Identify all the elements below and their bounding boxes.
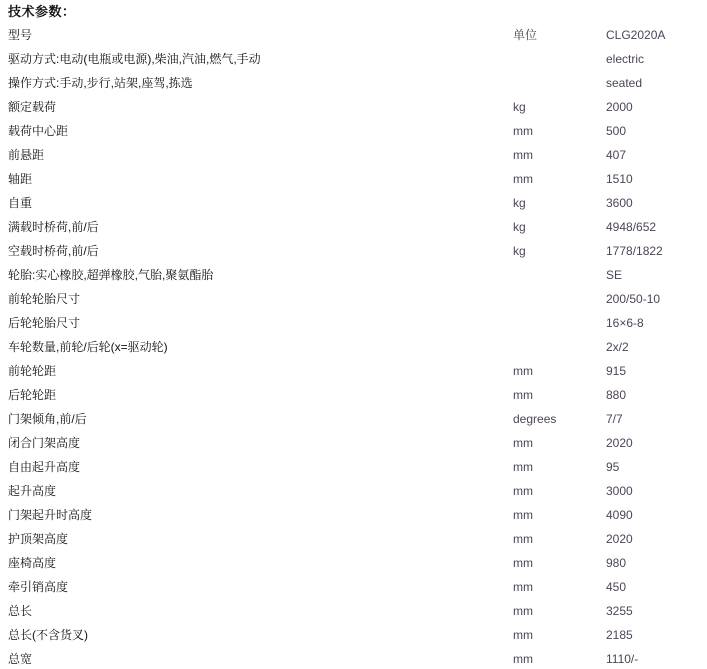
- param-value: 95: [606, 460, 620, 474]
- param-label: 轴距: [8, 172, 33, 186]
- param-value: seated: [606, 76, 643, 90]
- table-row: [0, 359, 707, 383]
- param-value: 450: [606, 580, 627, 594]
- table-row: [0, 287, 707, 311]
- table-row: [0, 191, 707, 215]
- param-value: 1110/-: [606, 652, 639, 666]
- param-value: 2x/2: [606, 340, 629, 354]
- param-unit: mm: [513, 652, 533, 666]
- param-label: 起升高度: [8, 484, 57, 498]
- param-value: CLG2020A: [606, 28, 666, 42]
- param-label: 空载时桥荷,前/后: [8, 244, 99, 258]
- param-label: 前轮轮距: [8, 364, 57, 378]
- param-label: 护顶架高度: [8, 532, 69, 546]
- param-label: 门架倾角,前/后: [8, 412, 87, 426]
- param-value: 7/7: [606, 412, 623, 426]
- param-label: 自重: [8, 196, 33, 210]
- param-label: 总宽: [8, 652, 33, 666]
- page-title: 技术参数：: [8, 4, 76, 19]
- param-label: 载荷中心距: [8, 124, 69, 138]
- param-unit: mm: [513, 388, 533, 402]
- param-value: 500: [606, 124, 627, 138]
- param-unit: mm: [513, 436, 533, 450]
- table-row: [0, 263, 707, 287]
- spec-table-body: [0, 23, 707, 669]
- param-unit: mm: [513, 532, 533, 546]
- param-label: 座椅高度: [8, 556, 57, 570]
- param-unit: kg: [513, 100, 526, 114]
- param-unit: mm: [513, 580, 533, 594]
- param-label: 前悬距: [8, 148, 45, 162]
- param-unit: 单位: [513, 28, 538, 42]
- table-row: [0, 551, 707, 575]
- param-value: 880: [606, 388, 627, 402]
- param-unit: mm: [513, 172, 533, 186]
- param-label: 轮胎:实心橡胶,超弹橡胶,气胎,聚氨酯胎: [8, 268, 214, 282]
- param-label: 满载时桥荷,前/后: [8, 220, 99, 234]
- param-value: 200/50-10: [606, 292, 661, 306]
- param-value: 1510: [606, 172, 633, 186]
- param-value: 2020: [606, 532, 633, 546]
- table-row: [0, 503, 707, 527]
- table-row: [0, 575, 707, 599]
- param-unit: kg: [513, 244, 526, 258]
- table-row: [0, 479, 707, 503]
- param-value: 2020: [606, 436, 633, 450]
- table-row: [0, 527, 707, 551]
- table-row: [0, 215, 707, 239]
- param-value: 3600: [606, 196, 633, 210]
- param-value: 4090: [606, 508, 633, 522]
- param-label: 后轮轮距: [8, 388, 57, 402]
- table-row: [0, 455, 707, 479]
- table-row: [0, 143, 707, 167]
- table-row: [0, 431, 707, 455]
- param-value: 3000: [606, 484, 633, 498]
- table-row: [0, 239, 707, 263]
- table-row: [0, 47, 707, 71]
- param-label: 型号: [8, 28, 33, 42]
- param-unit: mm: [513, 508, 533, 522]
- param-label: 额定载荷: [8, 100, 57, 114]
- param-unit: mm: [513, 460, 533, 474]
- param-unit: mm: [513, 124, 533, 138]
- param-label: 总长: [8, 604, 33, 618]
- param-unit: mm: [513, 148, 533, 162]
- table-row: [0, 95, 707, 119]
- param-label: 后轮轮胎尺寸: [8, 316, 81, 330]
- table-row: [0, 311, 707, 335]
- param-label: 自由起升高度: [8, 460, 81, 474]
- param-label: 操作方式:手动,步行,站架,座驾,拣选: [8, 76, 193, 90]
- param-value: 3255: [606, 604, 633, 618]
- param-unit: mm: [513, 556, 533, 570]
- table-row: [0, 647, 707, 669]
- table-row: [0, 623, 707, 647]
- param-value: 915: [606, 364, 627, 378]
- param-unit: mm: [513, 628, 533, 642]
- table-row: [0, 71, 707, 95]
- table-row: [0, 407, 707, 431]
- param-unit: mm: [513, 604, 533, 618]
- param-value: 407: [606, 148, 627, 162]
- param-label: 闭合门架高度: [8, 436, 81, 450]
- table-row: [0, 599, 707, 623]
- table-row: [0, 23, 707, 47]
- param-value: 4948/652: [606, 220, 657, 234]
- param-unit: kg: [513, 196, 526, 210]
- param-value: 1778/1822: [606, 244, 663, 258]
- table-row: [0, 119, 707, 143]
- param-value: SE: [606, 268, 623, 282]
- table-row: [0, 167, 707, 191]
- param-unit: kg: [513, 220, 526, 234]
- param-label: 驱动方式:电动(电瓶或电源),柴油,汽油,燃气,手动: [8, 52, 261, 66]
- param-unit: mm: [513, 364, 533, 378]
- table-row: [0, 335, 707, 359]
- param-value: 16×6-8: [606, 316, 644, 330]
- param-value: 2000: [606, 100, 633, 114]
- param-value: 980: [606, 556, 627, 570]
- param-unit: mm: [513, 484, 533, 498]
- param-label: 门架起升时高度: [8, 508, 93, 522]
- param-label: 牵引销高度: [8, 580, 69, 594]
- param-value: 2185: [606, 628, 633, 642]
- param-label: 车轮数量,前轮/后轮(x=驱动轮): [8, 340, 168, 354]
- param-label: 总长(不含货叉): [8, 628, 88, 642]
- param-label: 前轮轮胎尺寸: [8, 292, 81, 306]
- param-unit: degrees: [513, 412, 557, 426]
- table-row: [0, 383, 707, 407]
- param-value: electric: [606, 52, 645, 66]
